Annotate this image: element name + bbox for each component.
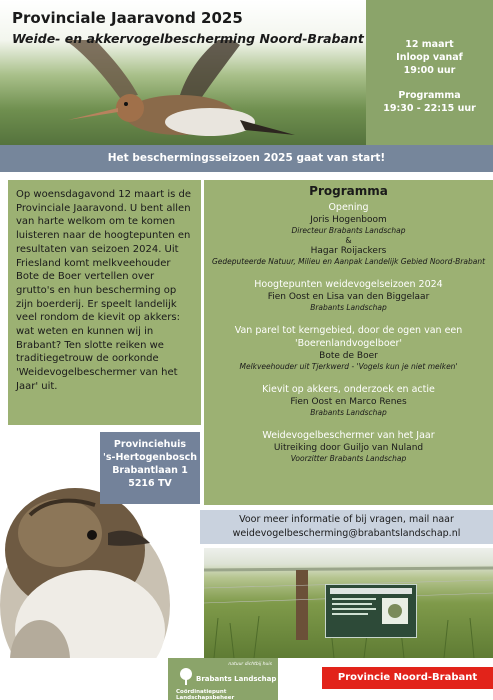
beschermer-role: Voorzitter Brabants Landschap [290, 454, 407, 463]
programma-label: Programma [398, 90, 461, 101]
parel-heading-2: 'Boerenlandvogelboer' [294, 338, 402, 349]
provincie-noord-brabant-logo: Provincie Noord-Brabant [322, 667, 493, 689]
program-item-opening [208, 201, 489, 267]
opening-speaker-1: Joris Hogenboom [310, 215, 387, 225]
page-subtitle: Weide- en akkervogelbescherming Noord-Brabant [12, 31, 364, 46]
address-box [100, 432, 200, 504]
beschermer-heading: Weidevogelbeschermer van het Jaar [262, 430, 435, 441]
parel-speaker: Bote de Boer [319, 351, 378, 361]
hoogtepunten-heading: Hoogtepunten weidevogelseizoen 2024 [254, 279, 443, 290]
parel-heading-1: Van parel tot kerngebied, door de ogen van een [234, 325, 463, 336]
program-item-hoogtepunten [208, 278, 489, 313]
programma-box [204, 180, 493, 505]
event-time-box [366, 0, 493, 145]
inloop-label: Inloop vanaf [396, 52, 463, 63]
contact-email-link[interactable]: weidevogelbescherming@brabantslandschap.nl [232, 528, 461, 539]
godwit-bird-illustration [60, 40, 300, 145]
contact-box [200, 510, 493, 544]
program-item-parel [208, 324, 489, 372]
intro-paragraph: Op woensdagavond 12 maart is de Provinciale Jaaravond. U bent allen van harte welkom om te komen luisteren naar de hoogtepunten en resultaten van seizoen 2024. Uit Friesland komt melkveehouder Bote de Boer vertellen over grutto's en hun bescherming op zijn boerderij. Er speelt landelijk veel rondom de kievit op akkers: wat weten en kunnen wij in Brabant? Ten slotte reiken we traditiegetrouw de oorkonde 'Weidevogelbeschermer van het Jaar' uit. [16, 189, 192, 392]
inloop-time: 19:00 uur [403, 65, 456, 76]
programma-title: Programma [309, 184, 388, 198]
hoogtepunten-role: Brabants Landschap [310, 303, 387, 312]
programma-time: 19:30 - 22:15 uur [383, 103, 476, 114]
logo-tagline: natuur dichtbij huis [228, 662, 272, 667]
contact-line: Voor meer informatie of bij vragen, mail naar [239, 514, 454, 525]
address-line-2: 's-Hertogenbosch [102, 452, 198, 463]
address-line-4: 5216 TV [128, 478, 172, 489]
program-item-beschermer [208, 429, 489, 464]
opening-role-2: Gedeputeerde Natuur, Milieu en Aanpak Landelijk Gebied Noord-Brabant [211, 257, 486, 266]
program-item-kievit [208, 383, 489, 418]
logo-subtitle: Coördinatiepunt Landschapsbeheer [176, 689, 235, 700]
intro-text-box [8, 180, 201, 425]
tree-logo-icon [177, 667, 195, 685]
opening-ampersand: & [345, 236, 352, 245]
opening-speaker-2: Hagar Roijackers [310, 246, 387, 256]
kievit-speakers: Fien Oost en Marco Renes [290, 397, 407, 407]
sign-illustration [330, 588, 412, 632]
address-line-3: Brabantlaan 1 [112, 465, 188, 476]
hoogtepunten-speakers: Fien Oost en Lisa van den Biggelaar [267, 292, 430, 302]
address-line-1: Provinciehuis [113, 439, 187, 450]
event-date: 12 maart [405, 39, 454, 50]
parel-role: Melkveehouder uit Tjerkwerd - 'Vogels kun je niet melken' [239, 362, 458, 371]
opening-role-1: Directeur Brabants Landschap [291, 226, 406, 235]
brabants-landschap-logo [168, 658, 278, 700]
page-title: Provinciale Jaaravond 2025 [12, 9, 243, 27]
season-banner: Het beschermingsseizoen 2025 gaat van start! [0, 145, 493, 172]
opening-heading: Opening [328, 202, 369, 213]
field-sign-image [325, 584, 417, 638]
kievit-heading: Kievit op akkers, onderzoek en actie [262, 384, 435, 395]
beschermer-speaker: Uitreiking door Guiljo van Nuland [273, 443, 424, 453]
kievit-role: Brabants Landschap [310, 408, 387, 417]
logo-name: Brabants Landschap [196, 675, 277, 683]
